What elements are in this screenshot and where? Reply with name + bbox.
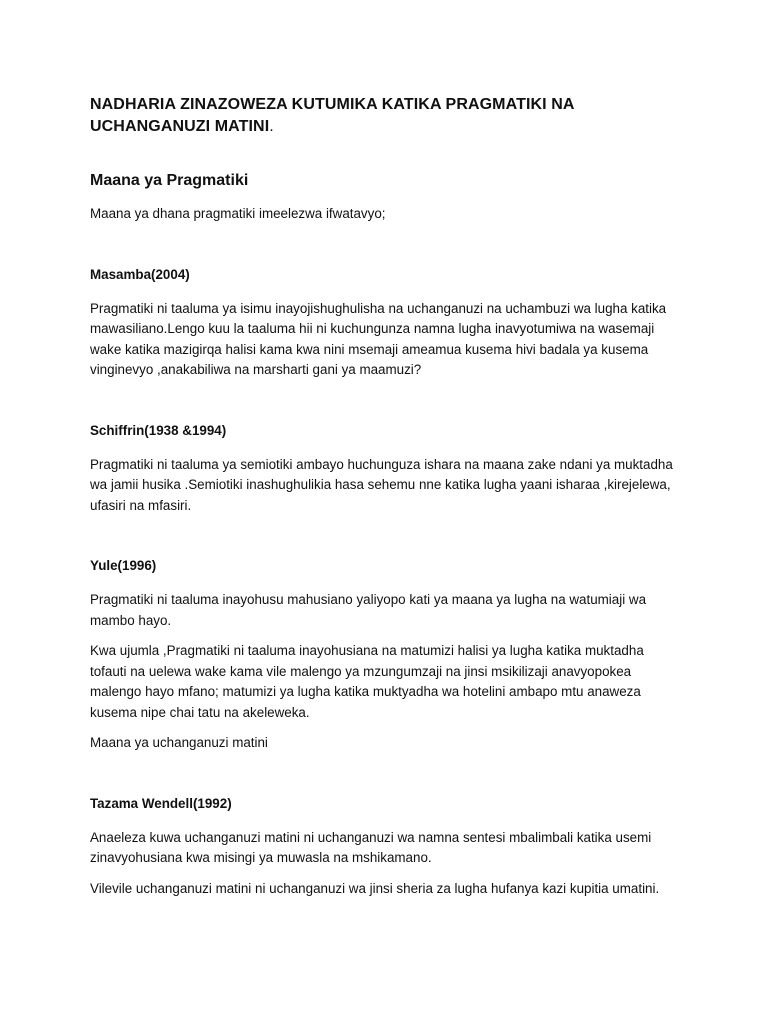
- source-heading-masamba: Masamba(2004): [90, 266, 190, 282]
- paragraph-masamba: Pragmatiki ni taaluma ya isimu inayojishughulisha na uchanganuzi na uchambuzi wa lugha katika mawasiliano.Lengo kuu la taaluma hii ni kuchungunza namna lugha inavyotumiwa na wasemaji wake katika mazigirqa halisi kama kwa nini msemaji ameamua kusema hivi badala ya kusema vinginevyo ,anakabiliwa na marsharti gani ya maamuzi?: [90, 300, 667, 377]
- section-heading: Maana ya Pragmatiki: [90, 172, 249, 189]
- paragraph-wendell-definition: Anaeleza kuwa uchanganuzi matini ni uchanganuzi wa namna sentesi mbalimbali katika usemi zinavyohusiana kwa misingi ya muwasla na mshikamano.: [90, 829, 652, 865]
- document-title: [90, 94, 678, 138]
- title-text: NADHARIA ZINAZOWEZA KUTUMIKA KATIKA PRAGMATIKI NA UCHANGANUZI MATINI: [90, 96, 574, 135]
- title-period: .: [269, 118, 274, 135]
- paragraph-discourse-heading: Maana ya uchanganuzi matini: [90, 735, 268, 750]
- paragraph-wendell-rules: Vilevile uchanganuzi matini ni uchanganuzi wa jinsi sheria za lugha hufanya kazi kupitia umatini.: [90, 880, 660, 896]
- paragraph-yule-definition: Pragmatiki ni taaluma inayohusu mahusiano yaliyopo kati ya maana ya lugha na watumiaji wa mambo hayo.: [90, 592, 647, 628]
- source-heading-wendell: Tazama Wendell(1992): [90, 795, 232, 811]
- source-heading-yule: Yule(1996): [90, 558, 157, 573]
- intro-paragraph: Maana ya dhana pragmatiki imeelezwa ifwatavyo;: [90, 206, 386, 221]
- source-heading-schiffrin: Schiffrin(1938 &1994): [90, 422, 227, 438]
- paragraph-yule-summary: Kwa ujumla ,Pragmatiki ni taaluma inayohusiana na matumizi halisi ya lugha katika muktadha tofauti na uelewa wake kama vile malengo ya mzungumzaji na jinsi msikilizaji anavyopokea malengo hayo mfano; matumizi ya lugha katika muktyadha wa hotelini ambapo mtu anaweza kusema nipe chai tatu na akeleweka.: [90, 643, 644, 720]
- paragraph-schiffrin: Pragmatiki ni taaluma ya semiotiki ambayo huchunguza ishara na maana zake ndani ya muktadha wa jamii husika .Semiotiki inashughulikia hasa sehemu nne katika lugha yaani isharaa ,kirejelewa, ufasiri na mfasiri.: [90, 456, 673, 513]
